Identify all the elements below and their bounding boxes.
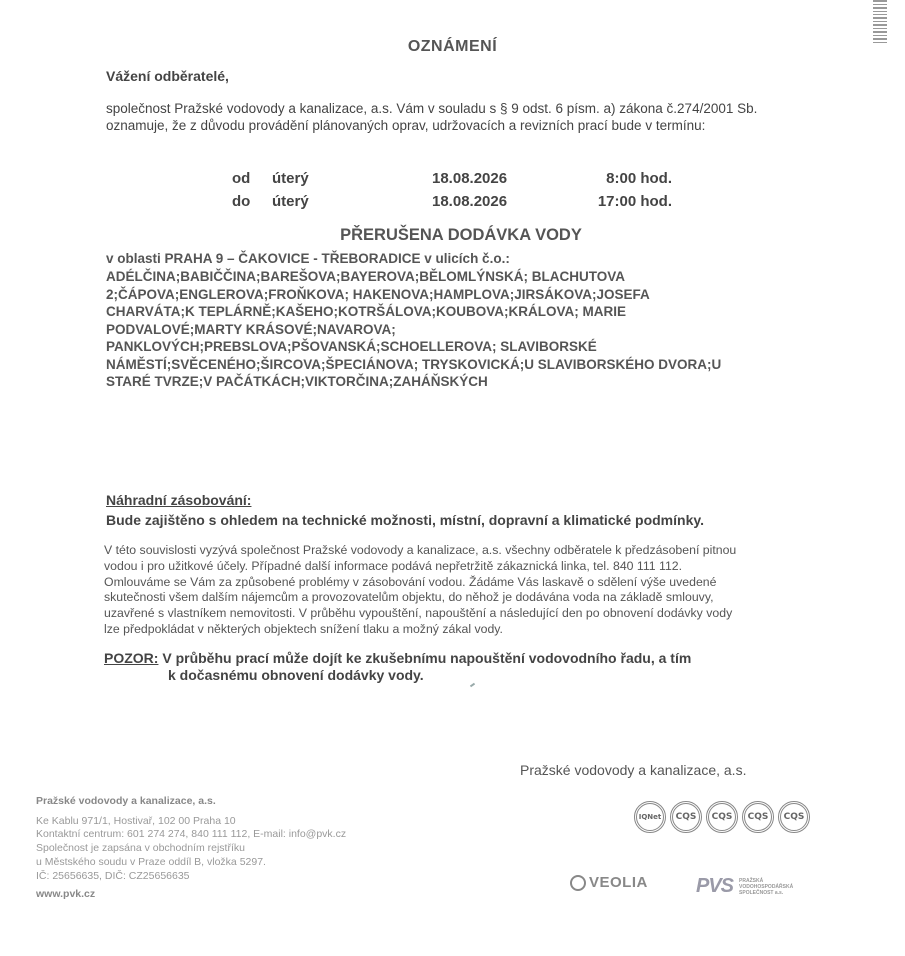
street-line: ADÉLČINA;BABIČČINA;BAREŠOVA;BAYEROVA;BĚLOMLÝNSKÁ; BLACHUTOVA (106, 269, 625, 284)
cqs-cert-icon: CQS (670, 801, 702, 833)
veolia-wordmark: VEOLIA (589, 874, 648, 891)
footer-contact (36, 795, 346, 902)
footer-website-link[interactable]: www.pvk.cz (36, 888, 96, 901)
info-line: skutečnosti všem dalším nájemcům a provozovatelům objektu, do něhož je dodávána voda na základě smlouvy, (104, 590, 714, 605)
footer-line: Kontaktní centrum: 601 274 274, 840 111 112, E-mail: info@pvk.cz (36, 828, 347, 841)
street-line: STARÉ TVRZE;V PAČÁTKÁCH;VIKTORČINA;ZAHÁŇSKÝCH (106, 374, 488, 389)
footer-line: Společnost je zapsána v obchodním rejstříku (36, 842, 245, 855)
schedule-to-day: úterý (272, 193, 309, 210)
notice-title: OZNÁMENÍ (407, 38, 498, 55)
pvs-logo (696, 875, 793, 898)
veolia-logo (570, 874, 648, 891)
warning-label: POZOR: (104, 650, 159, 666)
certification-logos (634, 801, 810, 833)
warning-line-2: k dočasnému obnovení dodávky vody. (168, 667, 424, 683)
schedule-to-date: 18.08.2026 (432, 193, 508, 210)
info-line: V této souvislosti vyzývá společnost Pražské vodovody a kanalizace, a.s. všechny odběratele k předzásobení pitnou (104, 543, 737, 557)
pvs-text-line: PRAŽSKÁ (739, 877, 764, 884)
street-line: NÁMĚSTÍ;SVĚCENÉHO;ŠIRCOVA;ŠPECIÁNOVA; TRYSKOVICKÁ;U SLAVIBORSKÉHO DVORA;U (106, 356, 722, 372)
pvs-text-line: SPOLEČNOST a.s. (739, 889, 784, 896)
footer-line: IČ: 25656635, DIČ: CZ25656635 (36, 869, 190, 882)
outage-headline: PŘERUŠENA DODÁVKA VODY (340, 226, 582, 244)
street-list (106, 268, 806, 391)
schedule-from-time: 8:00 hod. (606, 170, 672, 187)
cqs-cert-icon: CQS (706, 801, 738, 833)
info-line: lze předpokládat v některých objektech snížení tlaku a možný zákal vody. (104, 621, 503, 636)
greeting: Vážení odběratelé, (106, 68, 229, 84)
schedule-from-day: úterý (272, 170, 309, 187)
intro-paragraph: společnost Pražské vodovody a kanalizace, a.s. Vám v souladu s § 9 odst. 6 písm. a) zákona č.274/2001 Sb. oznamuje, že z důvodu provádění plánovaných oprav, udržovacích a revizních prací bude v termínu: (106, 101, 758, 133)
info-line: uzavřené s vlastníkem nemovitosti. V průběhu vypouštění, napouštění a následující den po obnovení dodávky vody (104, 606, 733, 621)
alternative-supply-heading: Náhradní zásobování: (106, 492, 252, 508)
footer-company: Pražské vodovody a kanalizace, a.s. (36, 795, 216, 807)
schedule-to-time: 17:00 hod. (597, 193, 672, 210)
footer-line: u Městského soudu v Praze oddíl B, vložka 5297. (36, 855, 266, 868)
street-line: PODVALOVÉ;MARTY KRÁSOVÉ;NAVAROVA; (106, 321, 396, 337)
street-line: CHARVÁTA;K TEPLÁRNĚ;KAŠEHO;KOTRŠÁLOVA;KOUBOVA;KRÁLOVA; MARIE (106, 304, 626, 319)
pvs-mark: PVS (696, 875, 734, 897)
info-line: vodou i pro užitkové účely. Případné další informace podává nepřetržitě zákaznická linka, tel. 840 111 112. (104, 558, 683, 573)
schedule-from-date: 18.08.2026 (432, 170, 508, 187)
alternative-supply-text: Bude zajištěno s ohledem na technické možnosti, místní, dopravní a klimatické podmínky. (106, 512, 704, 528)
cqs-cert-icon: CQS (778, 801, 810, 833)
signature: Pražské vodovody a kanalizace, a.s. (520, 762, 747, 778)
street-line: 2;ČÁPOVA;ENGLEROVA;FROŇKOVA; HAKENOVA;HAMPLOVA;JIRSÁKOVA;JOSEFA (106, 286, 650, 302)
ink-speck (470, 683, 475, 688)
warning-line-1: V průběhu prací může dojít ke zkušebnímu napouštění vodovodního řadu, a tím (158, 650, 692, 666)
warning-block (104, 650, 784, 684)
street-line: PANKLOVÝCH;PREBSLOVA;PŠOVANSKÁ;SCHOELLEROVA; SLAVIBORSKÉ (106, 339, 597, 354)
schedule-to-label: do (232, 193, 251, 210)
veolia-icon (570, 875, 586, 891)
cqs-cert-icon: CQS (742, 801, 774, 833)
pvs-text-line: VODOHOSPODÁŘSKÁ (739, 883, 794, 890)
area-line: v oblasti PRAHA 9 – ČAKOVICE - TŘEBORADICE v ulicích č.o.: (106, 251, 510, 266)
schedule-from-label: od (232, 170, 251, 187)
pvs-text (739, 878, 793, 896)
iqnet-cert-icon: IQNet (634, 801, 666, 833)
info-line: Omlouváme se Vám za způsobené problémy v zásobování vodou. Žádáme Vás laskavě o sdělení výše uvedené (104, 574, 717, 589)
footer-line: Ke Kablu 971/1, Hostivař, 102 00 Praha 10 (36, 814, 236, 827)
info-paragraph (104, 543, 818, 638)
